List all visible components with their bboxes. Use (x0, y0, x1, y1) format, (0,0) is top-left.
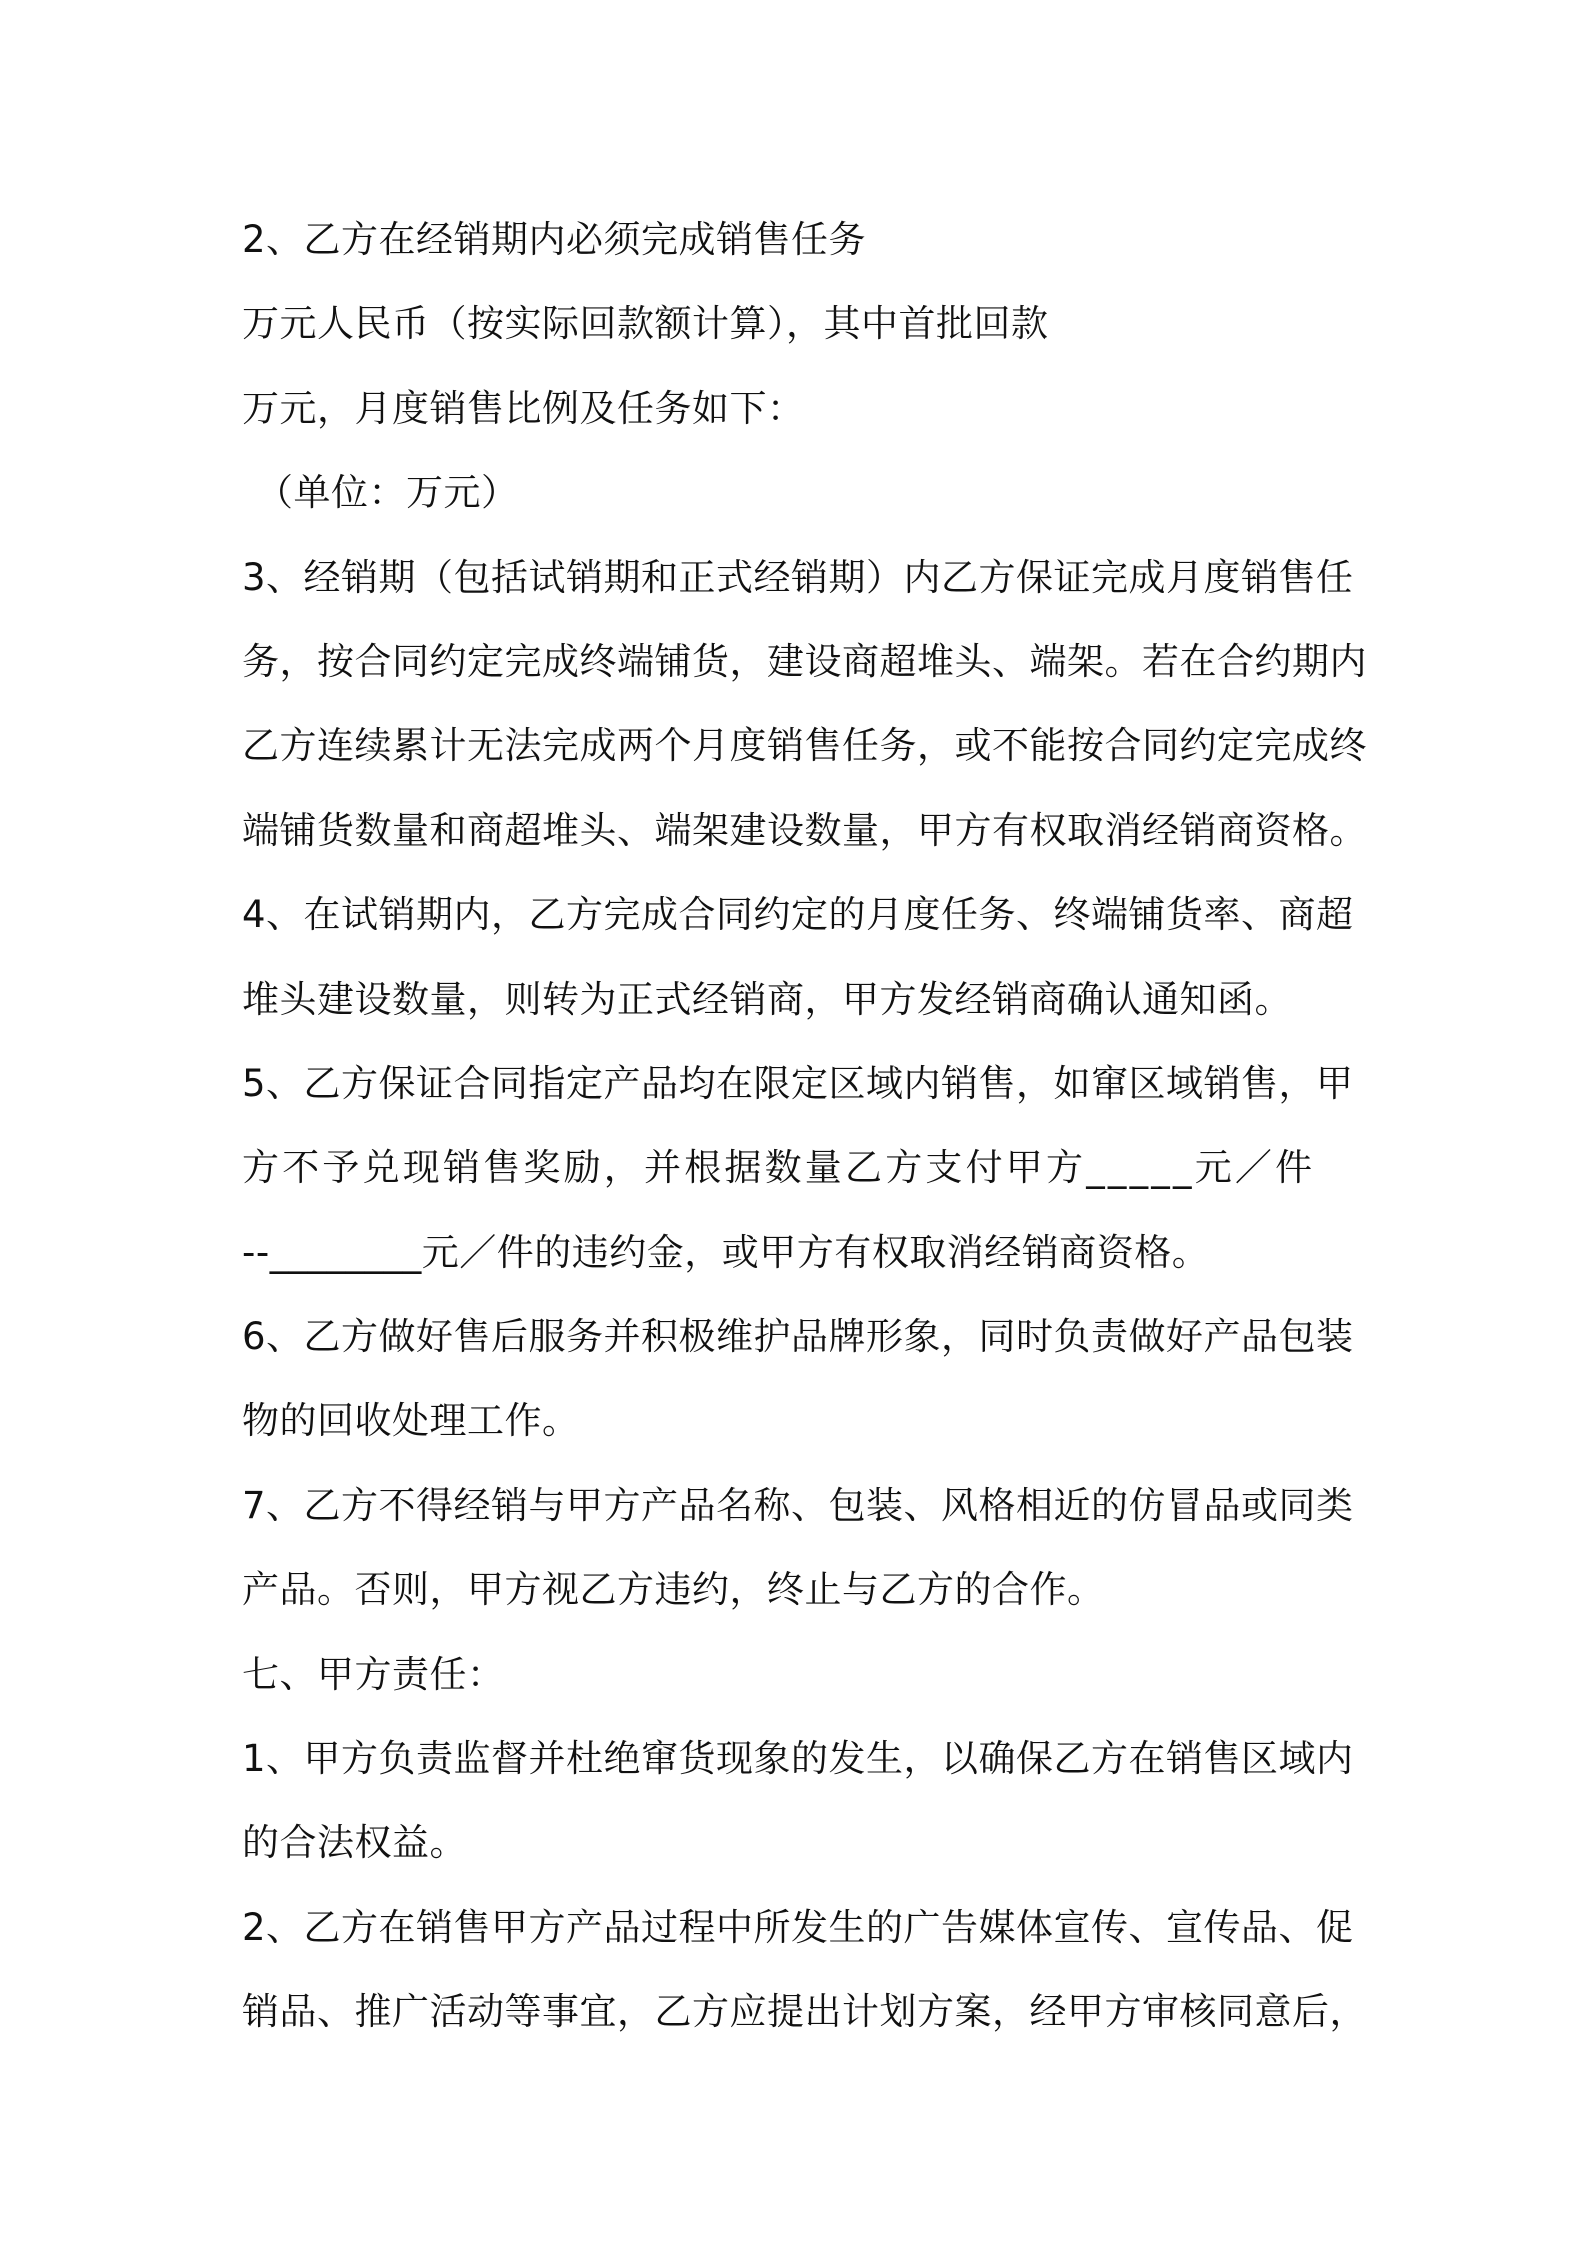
text-line: 5、乙方保证合同指定产品均在限定区域内销售，如窜区域销售，甲 (242, 1061, 1354, 1105)
text-line: 堆头建设数量，则转为正式经销商，甲方发经销商确认通知函。 (242, 977, 1292, 1021)
text-line: 的合法权益。 (242, 1821, 467, 1865)
text-line: 端铺货数量和商超堆头、端架建设数量，甲方有权取消经销商资格。 (242, 808, 1367, 852)
section-heading: 七、甲方责任： (242, 1652, 505, 1696)
text-line: 6、乙方做好售后服务并积极维护品牌形象，同时负责做好产品包装 (242, 1315, 1354, 1359)
text-line: 4、在试销期内，乙方完成合同约定的月度任务、终端铺货率、商超 (242, 893, 1354, 937)
document-body (242, 198, 1367, 2055)
text-line: 物的回收处理工作。 (242, 1399, 580, 1443)
text-line: 2、乙方在经销期内必须完成销售任务 (242, 218, 867, 261)
text-line: 万元，月度销售比例及任务如下： (242, 386, 805, 430)
text-line: 3、经销期（包括试销期和正式经销期）内乙方保证完成月度销售任 (242, 555, 1354, 599)
text-line: 7、乙方不得经销与甲方产品名称、包装、风格相近的仿冒品或同类 (242, 1483, 1354, 1527)
text-line: 方不予兑现销售奖励，并根据数量乙方支付甲方_____元／件 (242, 1146, 1316, 1190)
text-line: 乙方连续累计无法完成两个月度销售任务，或不能按合同约定完成终 (242, 724, 1367, 768)
text-line: 1、甲方负责监督并杜绝窜货现象的发生，以确保乙方在销售区域内 (242, 1737, 1354, 1781)
unit-note: （单位：万元） (256, 471, 519, 515)
text-line: 销品、推广活动等事宜，乙方应提出计划方案，经甲方审核同意后， (242, 1990, 1367, 2034)
text-line: 2、乙方在销售甲方产品过程中所发生的广告媒体宣传、宣传品、促 (242, 1905, 1354, 1949)
text-line: 务，按合同约定完成终端铺货，建设商超堆头、端架。若在合约期内 (242, 639, 1367, 683)
text-line: 产品。否则，甲方视乙方违约，终止与乙方的合作。 (242, 1568, 1105, 1612)
text-line: 万元人民币（按实际回款额计算），其中首批回款 (242, 302, 1049, 346)
text-line: --________元／件的违约金，或甲方有权取消经销商资格。 (242, 1230, 1210, 1274)
